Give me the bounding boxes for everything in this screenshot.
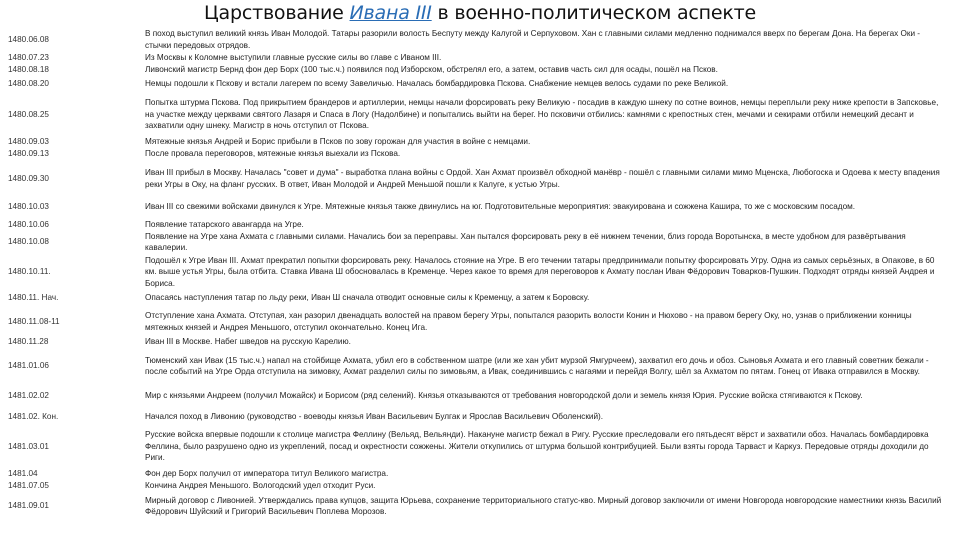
event-description: Начался поход в Ливонию (руководство - воеводы князья Иван Васильевич Булгак и Ярослав Васильевич Оболенский). bbox=[145, 411, 604, 421]
timeline-row bbox=[8, 166, 956, 191]
timeline-row bbox=[8, 96, 956, 133]
event-description: Появление татарского авангарда на Угре. bbox=[145, 219, 304, 229]
event-date: 1480.11.08-11 bbox=[8, 316, 60, 326]
timeline-row bbox=[8, 494, 956, 518]
timeline-row bbox=[8, 336, 956, 348]
event-date: 1480.09.13 bbox=[8, 149, 49, 159]
timeline-row bbox=[8, 468, 956, 480]
event-date: 1481.09.01 bbox=[8, 501, 49, 511]
timeline-row bbox=[8, 309, 956, 334]
event-description: Опасаясь наступления татар по льду реки, Иван Ш сначала отводит основные силы к Кременцу, а затем к Боровску. bbox=[145, 292, 590, 302]
timeline-row bbox=[8, 194, 956, 219]
event-date: 1480.10.06 bbox=[8, 219, 49, 229]
event-description: Фон дер Борх получил от императора титул Великого магистра. bbox=[145, 469, 389, 479]
event-description: Мирный договор с Ливонией. Утверждались права купцов, защита Юрьева, сохранение территориального статус-кво. Мирный договор заключили от имени Новгорода новгородские наместники князь Василий Фёдорович Шуйский и Григорий Васильевич Поплева Морозов. bbox=[145, 495, 942, 516]
event-date: 1480.09.03 bbox=[8, 137, 49, 147]
event-description: После провала переговоров, мятежные князья выехали из Пскова. bbox=[145, 149, 401, 159]
timeline-row bbox=[8, 254, 956, 290]
event-date: 1480.08.18 bbox=[8, 64, 49, 74]
timeline-row bbox=[8, 428, 956, 465]
timeline-row bbox=[8, 384, 956, 408]
ivan-iii-link[interactable]: Ивана III bbox=[349, 2, 432, 24]
event-description: Ливонский магистр Бернд фон дер Борх (100 тыс.ч.) появился под Изборском, обстрелял его, а затем, оставив часть сил для осады, пошёл на Псков. bbox=[145, 64, 718, 74]
timeline-row bbox=[8, 148, 956, 160]
timeline-row bbox=[8, 230, 956, 254]
event-date: 1481.07.05 bbox=[8, 481, 49, 491]
event-description: Тюменский хан Ивак (15 тыс.ч.) напал на стойбище Ахмата, убил его в собственном шатре (или же хан убит мурзой Ямгурчеем), захватил его дочь и обоз. Сыновья Ахмата и его главный советник бежали - после событий на Угре Орда отступила на зимовку, Ахмат разделил силы по зимовьям, а Ивак, соединившись с нагаями и перейдя Волгу, шёл за Ахматом по пятам. Гонец от Ивака отправился в Москву. bbox=[145, 355, 929, 376]
event-description: Подошёл к Угре Иван III. Ахмат прекратил попытки форсировать реку. Началось стояние на Угре. В его течении татары предпринимали попытку форсировать Угру. Одна из самых серьёзных, в Опакове, в 60 км. выше устья Угры, была отбита. Ставка Ивана Ш обосновалась в Кременце. Через какое то время для переговоров к Ахмату послан Иван Фёдорович Товарков-Пушкин. Подходят отряды князей Андрея и Бориса. bbox=[145, 255, 935, 288]
event-description: Немцы подошли к Пскову и встали лагерем по всему Завеличью. Началась бомбардировка Пскова. Снабжение немцев велось судами по реке Великой. bbox=[145, 79, 729, 89]
timeline-row bbox=[8, 77, 956, 91]
timeline-table bbox=[8, 27, 956, 518]
event-description: Русские войска впервые подошли к столице магистра Феллину (Вельяд, Вельянди). Накануне магистр бежал в Ригу. Русские преследовали его пятьдесят вёрст и захватили обоз. Началась бомбардировка Феллина, было разрушено одно из укреплений, посад и окрестности сожжены. Жители откупились от штурма большой контрибуцией. Были взяты города Тарваст и Каркуз. Передовые отряды доходили до Риги. bbox=[145, 430, 929, 463]
slide-title bbox=[0, 2, 960, 24]
event-description: Иван III в Москве. Набег шведов на русскую Карелию. bbox=[145, 337, 351, 347]
timeline-row bbox=[8, 480, 956, 492]
timeline-row bbox=[8, 52, 956, 63]
event-date: 1481.02.02 bbox=[8, 391, 49, 401]
event-date: 1480.08.25 bbox=[8, 109, 49, 119]
event-description: Попытка штурма Пскова. Под прикрытием брандеров и артиллерии, немцы начали форсировать реку Великую - посадив в каждую шнеку по сотне воинов, немцы переплыли реку ниже крепости в Запсковье, на участке между церквами святого Лазаря и Спаса в Логу (Надолбине) и попытались выйти на берег. Но псковичи отбились: камнями с крепостных стен, мечами и секирами отбили немецкий десант и захватили одну шнеку. Магистр в ночь отступил от Пскова. bbox=[145, 98, 939, 131]
timeline-row bbox=[8, 27, 956, 52]
title-suffix: в военно-политическом аспекте bbox=[431, 2, 757, 24]
timeline-row bbox=[8, 63, 956, 76]
event-date: 1480.11. Нач. bbox=[8, 292, 59, 302]
event-date: 1480.07.23 bbox=[8, 52, 49, 62]
event-date: 1480.09.30 bbox=[8, 173, 49, 183]
event-description: Мятежные князья Андрей и Борис прибыли в Псков по зову горожан для участия в войне с немцами. bbox=[145, 137, 531, 147]
event-date: 1481.03.01 bbox=[8, 441, 49, 451]
event-description: Иван III со свежими войсками двинулся к Угре. Мятежные князья также двинулись на юг. Подготовительные мероприятия: эвакуирована и сожжена Кашира, то же с московским посадом. bbox=[145, 201, 856, 211]
event-description: Отступление хана Ахмата. Отступая, хан разорил двенадцать волостей на правом берегу Угры, попытался разорить волости Конин и Нюхово - на правом берегу Оку, но, узнав о приближении конницы мятежных князей и Андрея Меньшого, отступил окончательно. Конец Ига. bbox=[145, 311, 912, 332]
event-description: Иван III прибыл в Москву. Началась "совет и дума" - выработка плана войны с Ордой. Хан Ахмат произвёл обходной манёвр - пошёл с главными силами мимо Мценска, Любогоска и Одоева к месту впадения реки Угры в Оку, на фланг русских. В ответ, Иван Молодой и Андрей Меньшой пошли к Калуге, к устью Угры. bbox=[145, 168, 940, 189]
timeline-row bbox=[8, 219, 956, 230]
event-date: 1480.11.28 bbox=[8, 337, 49, 347]
event-date: 1480.08.20 bbox=[8, 79, 49, 89]
timeline-row bbox=[8, 136, 956, 148]
event-date: 1481.01.06 bbox=[8, 361, 49, 371]
timeline-row bbox=[8, 348, 956, 384]
event-description: Появление на Угре хана Ахмата с главными силами. Начались бои за переправы. Хан пытался форсировать реку в её нижнем течении, близ города Воротынска, в месте удобном для развёртывания кавалерии. bbox=[145, 231, 906, 252]
event-description: Мир с князьями Андреем (получил Можайск) и Борисом (ряд селений). Князья отказываются от требования новгородской доли и земель князя Юрия. Русские войска стягиваются к Пскову. bbox=[145, 391, 863, 401]
title-prefix: Царствование bbox=[203, 2, 350, 24]
timeline-row bbox=[8, 410, 956, 423]
event-description: Кончина Андрея Меньшого. Вологодский удел отходит Руси. bbox=[145, 481, 376, 491]
event-date: 1480.10.03 bbox=[8, 201, 49, 211]
event-description: Из Москвы к Коломне выступили главные русские силы во главе с Иваном III. bbox=[145, 52, 442, 62]
event-date: 1480.10.08 bbox=[8, 237, 49, 247]
event-description: В поход выступил великий князь Иван Молодой. Татары разорили волость Беспуту между Калугой и Серпуховом. Хан с главными силами медленно поднимался вверх по берегам Дона. На берегах Оки - стычки передовых отрядов. bbox=[145, 29, 921, 50]
timeline-row bbox=[8, 291, 956, 304]
event-date: 1480.10.11. bbox=[8, 267, 51, 277]
event-date: 1480.06.08 bbox=[8, 34, 49, 44]
event-date: 1481.02. Кон. bbox=[8, 411, 59, 421]
event-date: 1481.04 bbox=[8, 469, 38, 479]
